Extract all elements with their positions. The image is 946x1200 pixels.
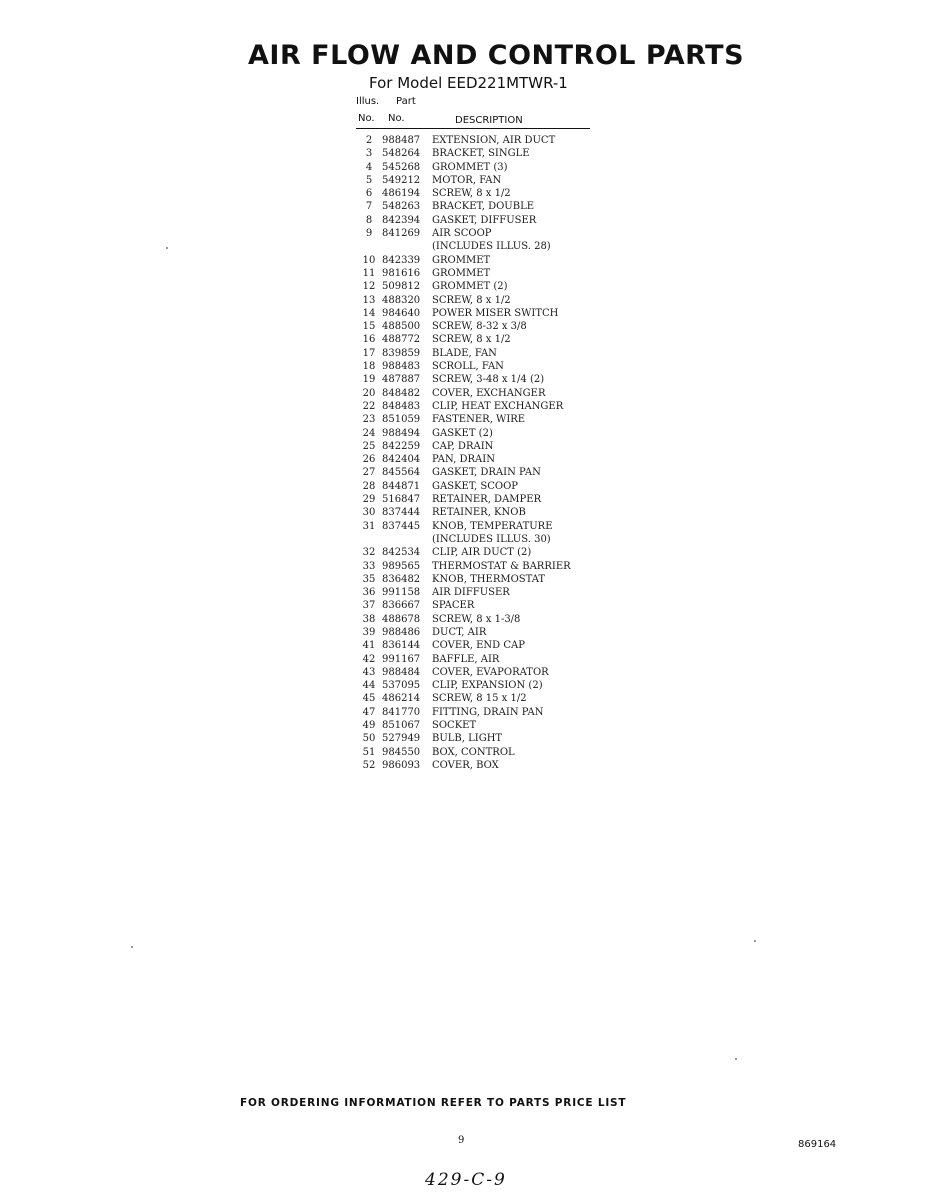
part-description: SCREW, 8 15 x 1/2 — [432, 693, 527, 705]
parts-row — [356, 134, 596, 147]
scan-speck — [166, 247, 168, 249]
part-number: 991167 — [382, 653, 421, 665]
parts-row — [356, 692, 596, 705]
illus-number: 44 — [362, 680, 376, 692]
part-description: SOCKET — [432, 720, 477, 732]
parts-row — [356, 200, 596, 213]
part-number: 842394 — [382, 214, 421, 226]
illus-number: 19 — [362, 374, 376, 386]
parts-row — [356, 679, 596, 692]
part-number: 488678 — [382, 613, 421, 625]
part-description: SCREW, 8-32 x 3/8 — [432, 321, 527, 333]
part-number: 988484 — [382, 666, 421, 678]
part-description: AIR SCOOP — [432, 228, 492, 240]
scan-speck — [754, 940, 756, 942]
illus-number: 52 — [362, 759, 376, 771]
illus-number: 16 — [362, 334, 376, 346]
illus-number: 9 — [365, 228, 373, 240]
illus-number: 27 — [362, 467, 376, 479]
part-description: FASTENER, WIRE — [432, 414, 526, 426]
illus-number: 12 — [362, 281, 376, 293]
illus-number: 17 — [362, 347, 376, 359]
part-number: 851059 — [382, 414, 421, 426]
part-number: 848482 — [382, 387, 421, 399]
part-number — [382, 240, 432, 253]
parts-row — [356, 506, 596, 519]
parts-row — [356, 147, 596, 160]
part-description: AIR DIFFUSER — [432, 587, 510, 599]
part-number: 486214 — [382, 693, 421, 705]
parts-row — [356, 560, 596, 573]
page-number: 9 — [458, 1135, 465, 1146]
part-number: 836667 — [382, 600, 421, 612]
part-number: 986093 — [382, 759, 421, 771]
illus-number: 3 — [365, 148, 373, 160]
part-description: RETAINER, DAMPER — [432, 494, 542, 506]
parts-row — [356, 599, 596, 612]
part-number: 842534 — [382, 547, 421, 559]
illus-number: 10 — [362, 254, 376, 266]
part-number: 842259 — [382, 440, 421, 452]
parts-row — [356, 533, 596, 546]
illus-number: 30 — [362, 507, 376, 519]
part-number: 545268 — [382, 161, 421, 173]
part-number: 988486 — [382, 626, 421, 638]
part-description: SCREW, 3-48 x 1/4 (2) — [432, 374, 545, 386]
part-number: 988494 — [382, 427, 421, 439]
part-description: CAP, DRAIN — [432, 440, 494, 452]
part-description: (INCLUDES ILLUS. 28) — [432, 241, 551, 253]
handwritten-annotation: 429-C-9 — [425, 1170, 507, 1190]
part-description: SCROLL, FAN — [432, 361, 504, 373]
parts-row — [356, 586, 596, 599]
part-number: 548264 — [382, 148, 421, 160]
parts-row — [356, 746, 596, 759]
parts-row — [356, 360, 596, 373]
illus-number: 36 — [362, 587, 376, 599]
illus-number: 50 — [362, 733, 376, 745]
parts-row — [356, 373, 596, 386]
part-description: BRACKET, DOUBLE — [432, 201, 535, 213]
part-description: DUCT, AIR — [432, 626, 487, 638]
part-description: COVER, EVAPORATOR — [432, 666, 549, 678]
part-number: 981616 — [382, 267, 421, 279]
parts-row — [356, 493, 596, 506]
model-subtitle: For Model EED221MTWR-1 — [369, 74, 568, 92]
parts-row — [356, 719, 596, 732]
parts-row — [356, 653, 596, 666]
part-number: 841770 — [382, 706, 421, 718]
illus-number: 25 — [362, 440, 376, 452]
part-description: GROMMET (2) — [432, 281, 508, 293]
illus-number: 32 — [362, 547, 376, 559]
illus-number: 38 — [362, 613, 376, 625]
parts-row — [356, 307, 596, 320]
illus-number: 14 — [362, 307, 376, 319]
part-number: 845564 — [382, 467, 421, 479]
parts-row — [356, 347, 596, 360]
illus-number: 11 — [362, 267, 376, 279]
scan-speck — [735, 1058, 737, 1060]
illus-number: 26 — [362, 454, 376, 466]
illus-number: 22 — [362, 400, 376, 412]
part-number: 487887 — [382, 374, 421, 386]
part-description: FITTING, DRAIN PAN — [432, 706, 544, 718]
part-description: GROMMET — [432, 267, 491, 279]
parts-row — [356, 387, 596, 400]
illus-number: 33 — [362, 560, 376, 572]
illus-number: 35 — [362, 573, 376, 585]
part-description: (INCLUDES ILLUS. 30) — [432, 533, 551, 545]
parts-row — [356, 320, 596, 333]
part-description: COVER, BOX — [432, 759, 499, 771]
parts-row — [356, 613, 596, 626]
parts-row — [356, 400, 596, 413]
part-number: 837445 — [382, 520, 421, 532]
part-number: 548263 — [382, 201, 421, 213]
illus-number: 7 — [365, 201, 373, 213]
parts-row — [356, 161, 596, 174]
part-number — [382, 533, 432, 546]
header-rule — [356, 128, 590, 129]
part-number: 851067 — [382, 720, 421, 732]
part-number: 989565 — [382, 560, 421, 572]
parts-row — [356, 227, 596, 240]
part-description: CLIP, AIR DUCT (2) — [432, 547, 532, 559]
part-number: 984640 — [382, 307, 421, 319]
illus-number: 29 — [362, 494, 376, 506]
parts-row — [356, 759, 596, 772]
part-description: SCREW, 8 x 1/2 — [432, 188, 511, 200]
parts-row — [356, 187, 596, 200]
parts-row — [356, 440, 596, 453]
part-number: 984550 — [382, 746, 421, 758]
illus-number: 41 — [362, 640, 376, 652]
part-description: GASKET, SCOOP — [432, 480, 519, 492]
parts-row — [356, 427, 596, 440]
illus-number: 51 — [362, 746, 376, 758]
part-description: PAN, DRAIN — [432, 454, 495, 466]
part-description: BULB, LIGHT — [432, 733, 503, 745]
parts-row — [356, 546, 596, 559]
part-description: BAFFLE, AIR — [432, 653, 500, 665]
header-part-no: No. — [388, 113, 405, 124]
parts-row — [356, 666, 596, 679]
part-number: 991158 — [382, 587, 421, 599]
parts-row — [356, 706, 596, 719]
part-number: 549212 — [382, 174, 421, 186]
part-number: 844871 — [382, 480, 421, 492]
part-description: CLIP, HEAT EXCHANGER — [432, 400, 564, 412]
illus-number: 47 — [362, 706, 376, 718]
parts-row — [356, 254, 596, 267]
page-title: AIR FLOW AND CONTROL PARTS — [248, 40, 745, 71]
scan-speck — [131, 946, 133, 948]
part-number: 527949 — [382, 733, 421, 745]
part-number: 836144 — [382, 640, 421, 652]
part-description: GROMMET — [432, 254, 491, 266]
illus-number: 18 — [362, 361, 376, 373]
parts-row — [356, 240, 596, 253]
illus-number: 6 — [365, 188, 373, 200]
document-number: 869164 — [798, 1139, 837, 1150]
parts-row — [356, 280, 596, 293]
part-description: SCREW, 8 x 1/2 — [432, 334, 511, 346]
part-number: 988487 — [382, 135, 421, 146]
illus-number: 49 — [362, 720, 376, 732]
part-number: 837444 — [382, 507, 421, 519]
part-description: BOX, CONTROL — [432, 746, 515, 758]
part-description: SCREW, 8 x 1-3/8 — [432, 613, 521, 625]
header-illus-label: Illus. — [356, 96, 380, 107]
part-number: 486194 — [382, 188, 421, 200]
part-number: 488320 — [382, 294, 421, 306]
ordering-note: FOR ORDERING INFORMATION REFER TO PARTS PRICE LIST — [240, 1097, 627, 1109]
part-description: COVER, END CAP — [432, 640, 525, 652]
part-number: 516847 — [382, 494, 421, 506]
illus-number: 20 — [362, 387, 376, 399]
parts-row — [356, 333, 596, 346]
part-number: 488500 — [382, 321, 421, 333]
part-description: MOTOR, FAN — [432, 174, 502, 186]
part-number: 841269 — [382, 228, 421, 240]
illus-number: 2 — [365, 135, 373, 146]
part-description: EXTENSION, AIR DUCT — [432, 135, 556, 146]
part-description: BRACKET, SINGLE — [432, 148, 530, 160]
illus-number: 4 — [365, 161, 373, 173]
illus-number: 23 — [362, 414, 376, 426]
illus-number: 13 — [362, 294, 376, 306]
illus-number: 43 — [362, 666, 376, 678]
illus-number: 37 — [362, 600, 376, 612]
parts-row — [356, 267, 596, 280]
part-description: GROMMET (3) — [432, 161, 508, 173]
illus-number — [356, 533, 382, 546]
part-number: 537095 — [382, 680, 421, 692]
illus-number: 24 — [362, 427, 376, 439]
part-description: THERMOSTAT & BARRIER — [432, 560, 571, 572]
part-description: RETAINER, KNOB — [432, 507, 526, 519]
part-number: 988483 — [382, 361, 421, 373]
illus-number: 15 — [362, 321, 376, 333]
parts-row — [356, 639, 596, 652]
part-number: 839859 — [382, 347, 421, 359]
parts-row — [356, 732, 596, 745]
part-number: 509812 — [382, 281, 421, 293]
illus-number: 8 — [365, 214, 373, 226]
parts-row — [356, 214, 596, 227]
header-part-label: Part — [396, 96, 416, 107]
part-description: KNOB, TEMPERATURE — [432, 520, 553, 532]
part-description: GASKET (2) — [432, 427, 493, 439]
part-number: 488772 — [382, 334, 421, 346]
part-description: GASKET, DIFFUSER — [432, 214, 537, 226]
part-description: COVER, EXCHANGER — [432, 387, 546, 399]
header-description: DESCRIPTION — [455, 115, 523, 126]
illus-number: 39 — [362, 626, 376, 638]
part-description: BLADE, FAN — [432, 347, 497, 359]
part-description: KNOB, THERMOSTAT — [432, 573, 546, 585]
part-description: SPACER — [432, 600, 475, 612]
part-number: 848483 — [382, 400, 421, 412]
part-number: 836482 — [382, 573, 421, 585]
illus-number: 31 — [362, 520, 376, 532]
illus-number: 45 — [362, 693, 376, 705]
illus-number: 5 — [365, 174, 373, 186]
illus-number: 42 — [362, 653, 376, 665]
part-description: POWER MISER SWITCH — [432, 307, 559, 319]
parts-row — [356, 626, 596, 639]
parts-row — [356, 453, 596, 466]
illus-number — [356, 240, 382, 253]
header-illus-no: No. — [358, 113, 375, 124]
part-number: 842339 — [382, 254, 421, 266]
part-number: 842404 — [382, 454, 421, 466]
part-description: SCREW, 8 x 1/2 — [432, 294, 511, 306]
parts-row — [356, 294, 596, 307]
part-description: GASKET, DRAIN PAN — [432, 467, 541, 479]
parts-row — [356, 573, 596, 586]
parts-row — [356, 520, 596, 533]
parts-row — [356, 174, 596, 187]
parts-list — [356, 134, 596, 772]
parts-row — [356, 413, 596, 426]
illus-number: 28 — [362, 480, 376, 492]
part-description: CLIP, EXPANSION (2) — [432, 680, 543, 692]
parts-row — [356, 466, 596, 479]
parts-row — [356, 480, 596, 493]
